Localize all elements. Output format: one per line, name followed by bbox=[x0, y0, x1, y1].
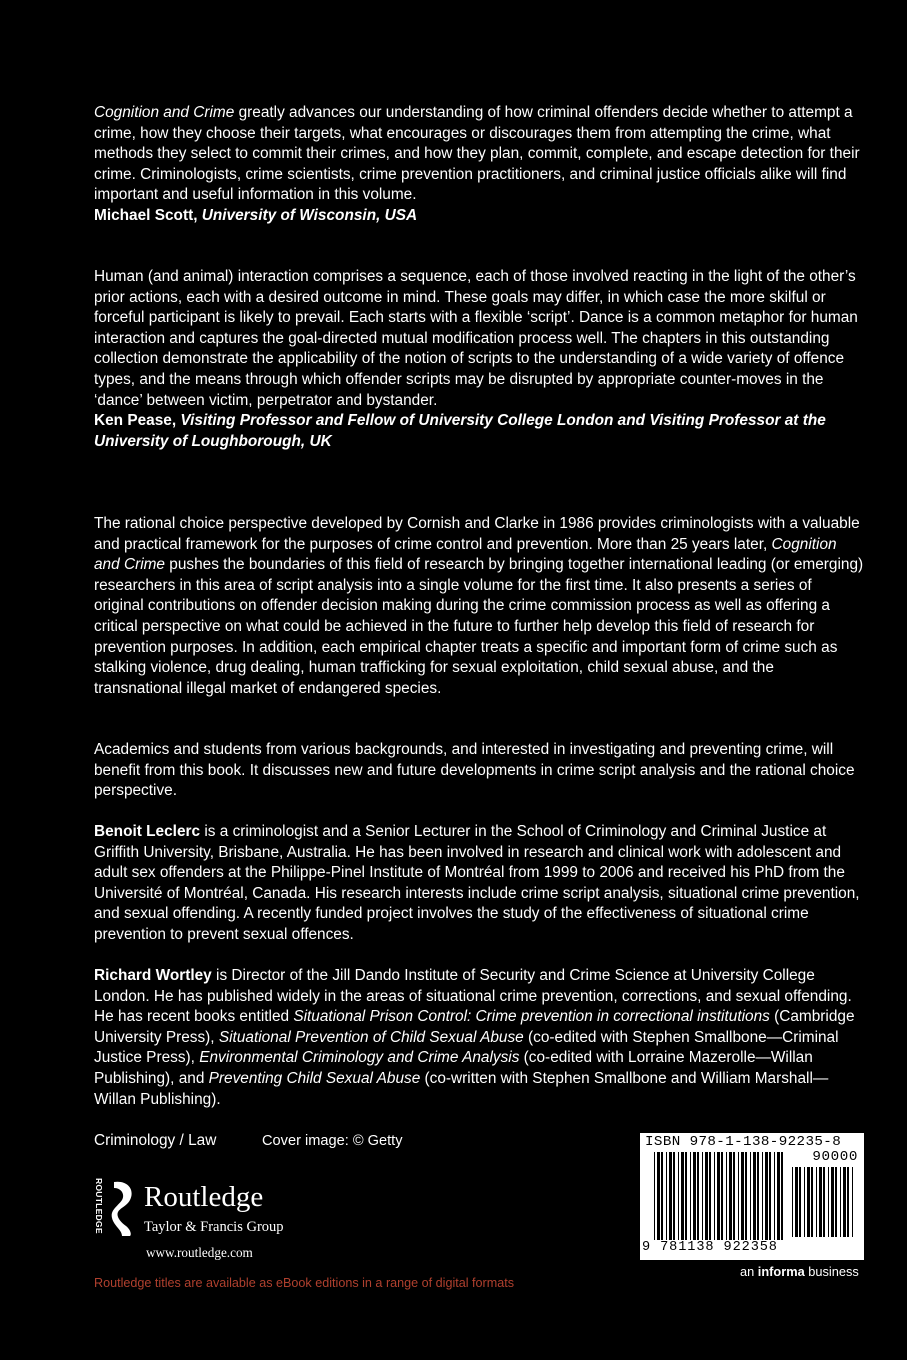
author-name: Benoit Leclerc bbox=[94, 823, 201, 840]
endorser-2-affiliation: Visiting Professor and Fellow of University College London and Visiting Professor at the University of Loughborough, UK bbox=[94, 412, 826, 450]
cover-credit: Cover image: © Getty bbox=[262, 1133, 403, 1149]
barcode-bar bbox=[819, 1167, 822, 1237]
barcode-bar bbox=[769, 1152, 771, 1240]
barcode-bar bbox=[726, 1152, 727, 1240]
barcode-bar bbox=[697, 1152, 699, 1240]
barcode-bar bbox=[705, 1152, 708, 1240]
informa-business: an informa business bbox=[740, 1264, 859, 1279]
endorsement-2 bbox=[94, 267, 864, 452]
endorser-2-name: Ken Pease, bbox=[94, 412, 181, 430]
barcode-bar bbox=[795, 1167, 798, 1237]
barcode-bar bbox=[654, 1152, 655, 1240]
ean-barcode-bars bbox=[654, 1152, 784, 1244]
barcode-bar bbox=[828, 1167, 829, 1237]
ebook-note: Routledge titles are available as eBook editions in a range of digital formats bbox=[94, 1276, 515, 1290]
barcode-bar bbox=[757, 1152, 759, 1240]
barcode-bar bbox=[840, 1167, 841, 1237]
barcode-bar bbox=[673, 1152, 675, 1240]
barcode-bar bbox=[745, 1152, 747, 1240]
barcode-bar bbox=[685, 1152, 687, 1240]
barcode-bar bbox=[847, 1167, 849, 1237]
barcode-bar bbox=[738, 1152, 739, 1240]
barcode-bar bbox=[681, 1152, 684, 1240]
endorsement-2-text: Human (and animal) interaction comprises a sequence, each of those involved reacting in the light of the other’s prior actions, each with a desired outcome in mind. These goals may differ, in which case the more skilful or forceful participant is likely to prevail. Each starts with a flexible ‘script’. Dance is a common metaphor for human interaction and captures the goal-directed mutual modification process well. The chapters in this outstanding collection demonstrate the applicability of the notion of scripts to the understanding of a wide variety of offence types, and the means through which offender scripts may be disrupted by appropriate counter-moves in the ‘dance’ between victim, perpetrator and bystander. bbox=[94, 268, 858, 409]
subject-category: Criminology / Law bbox=[94, 1132, 217, 1149]
author-bio-leclerc: Benoit Leclerc is a criminologist and a Senior Lecturer in the School of Criminology and Criminal Justice at Griffith University, Brisbane, Australia. He has been involved in research and clinical work with adolescent and adult sex offenders at the Philippe-Pinel Institute of Montréal from 1999 to 2006 and received his PhD from the Université of Montréal, Canada. His research interests include crime script analysis, situational crime prevention, and sexual offending. A recently funded project involves the study of the effectiveness of situational crime prevention to prevent sexual offences. bbox=[94, 823, 860, 943]
barcode-bar bbox=[661, 1152, 663, 1240]
author-name: Richard Wortley bbox=[94, 967, 212, 984]
description-paragraph-1: The rational choice perspective developed by Cornish and Clarke in 1986 provides criminologists with a valuable and practical framework for the purposes of crime control and prevention. More than 25 years later, Cognition and Crime pushes the boundaries of this field of research by bringing together international leading (or emerging) researchers in this area of script analysis into a single volume for the first time. It also presents a series of original contributions on offender decision making during the crime commission process as well as offering a critical perspective on what could be achieved in the future to further help develop this field of research for prevention purposes. In addition, each empirical chapter treats a specific and important form of crime such as stalking violence, drug dealing, human trafficking for sexual exploitation, child sexual abuse, and the transnational illegal market of endangered species. bbox=[94, 515, 864, 697]
book-title: Cognition and Crime bbox=[94, 535, 837, 574]
barcode-bar bbox=[729, 1152, 732, 1240]
barcode-bar bbox=[702, 1152, 703, 1240]
ean-digits: 9 781138 922358 bbox=[642, 1240, 778, 1255]
routledge-mark-icon bbox=[108, 1178, 138, 1238]
publisher-url: www.routledge.com bbox=[146, 1245, 253, 1260]
isbn-barcode bbox=[640, 1133, 864, 1260]
barcode-bar bbox=[807, 1167, 810, 1237]
barcode-bar bbox=[852, 1167, 853, 1237]
barcode-bar bbox=[717, 1152, 720, 1240]
barcode-bar bbox=[777, 1152, 780, 1240]
barcode-bar bbox=[714, 1152, 715, 1240]
author-bio-wortley: Richard Wortley is Director of the Jill Dando Institute of Security and Crime Science at University College London. He has published widely in the areas of situational crime prevention, corrections, and sexual offending. He has recent books entitled Situational Prison Control: Crime prevention in correctional institutions (Cambridge University Press), Situational Prevention of Child Sexual Abuse (co-edited with Stephen Smallbone—Criminal Justice Press), Environmental Criminology and Crime Analysis (co-edited with Lorraine Mazerolle—Willan Publishing), and Preventing Child Sexual Abuse (co-written with Stephen Smallbone and William Marshall—Willan Publishing). bbox=[94, 967, 855, 1108]
price-code: 90000 bbox=[812, 1149, 858, 1165]
barcode-bar bbox=[792, 1167, 793, 1237]
informa-brand: informa bbox=[757, 1264, 805, 1279]
barcode-bar bbox=[811, 1167, 813, 1237]
barcode-bar bbox=[690, 1152, 691, 1240]
publisher-logo bbox=[92, 1178, 312, 1268]
barcode-bar bbox=[733, 1152, 735, 1240]
endorser-1-affiliation: University of Wisconsin, USA bbox=[201, 206, 418, 224]
barcode-bar bbox=[750, 1152, 751, 1240]
barcode-bar bbox=[753, 1152, 756, 1240]
barcode-bar bbox=[799, 1167, 801, 1237]
barcode-bar bbox=[741, 1152, 744, 1240]
endorser-1-name: Michael Scott, bbox=[94, 206, 202, 224]
barcode-bar bbox=[835, 1167, 837, 1237]
barcode-bar bbox=[762, 1152, 763, 1240]
book-title: Cognition and Crime bbox=[94, 104, 235, 121]
description-paragraph-2: Academics and students from various backgrounds, and interested in investigating and preventing crime, will benefit from this book. It discusses new and future developments in crime script analysis and the rational choice perspective. bbox=[94, 741, 855, 800]
publisher-side-text: ROUTLEDGE bbox=[94, 1178, 104, 1234]
barcode-bar bbox=[816, 1167, 817, 1237]
barcode-bar bbox=[678, 1152, 679, 1240]
publisher-name: Routledge bbox=[144, 1181, 264, 1213]
barcode-bar bbox=[843, 1167, 846, 1237]
barcode-bar bbox=[721, 1152, 723, 1240]
barcode-bar bbox=[657, 1152, 660, 1240]
barcode-bar bbox=[831, 1167, 834, 1237]
publisher-group: Taylor & Francis Group bbox=[144, 1219, 284, 1235]
barcode-bar bbox=[804, 1167, 805, 1237]
barcode-bar bbox=[693, 1152, 696, 1240]
endorsement-1 bbox=[94, 103, 864, 227]
barcode-bar bbox=[669, 1152, 672, 1240]
barcode-bar bbox=[765, 1152, 768, 1240]
barcode-bar bbox=[709, 1152, 711, 1240]
isbn-text: ISBN 978-1-138-92235-8 bbox=[645, 1134, 842, 1150]
barcode-bar bbox=[823, 1167, 825, 1237]
barcode-bar bbox=[781, 1152, 783, 1240]
endorsement-1-text: greatly advances our understanding of how criminal offenders decide whether to attempt a crime, how they choose their targets, what encourages or discourages them from attempting the crime, what methods they select to commit their crimes, and how they plan, commit, complete, and escape detection for their crime. Criminologists, crime scientists, crime prevention practitioners, and criminal justice officials alike will find important and useful information in this volume. bbox=[94, 104, 860, 204]
barcode-bar bbox=[666, 1152, 667, 1240]
barcode-bar bbox=[774, 1152, 775, 1240]
addon-barcode-bars bbox=[792, 1167, 856, 1239]
